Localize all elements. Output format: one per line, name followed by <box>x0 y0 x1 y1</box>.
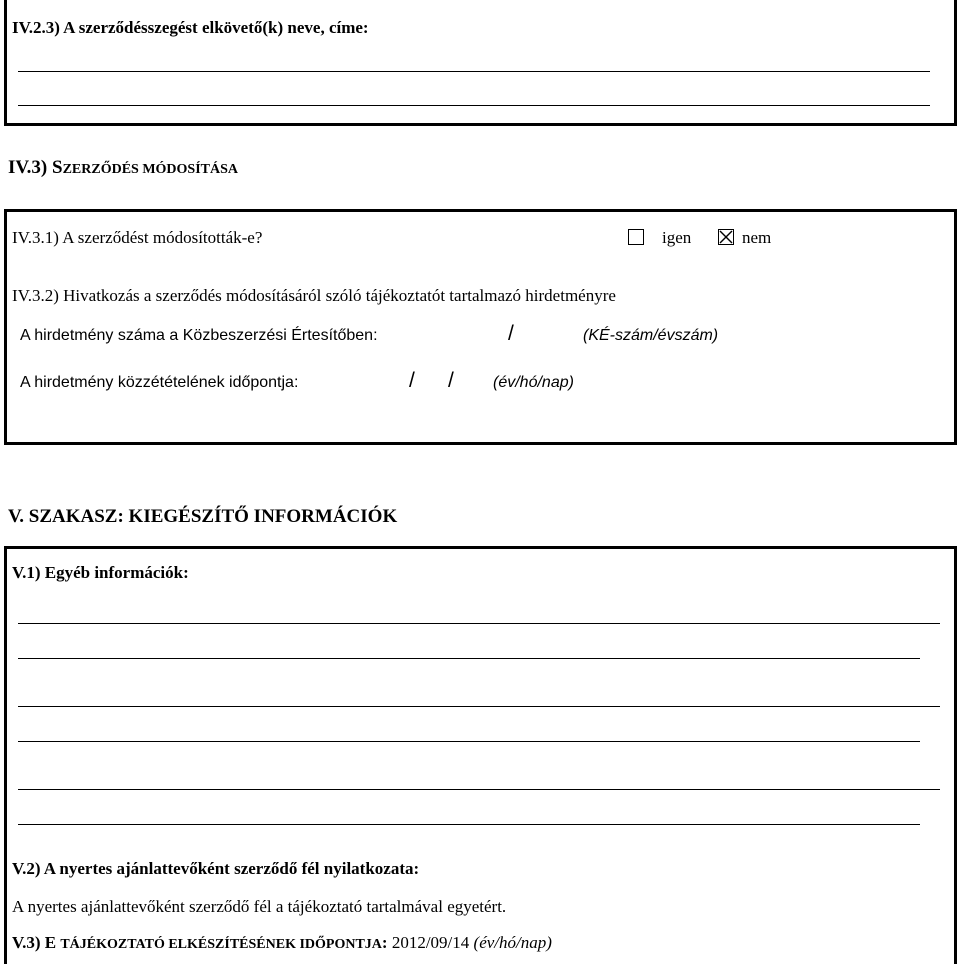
info-line-4[interactable] <box>18 741 920 742</box>
publication-date-hint: (év/hó/nap) <box>493 374 574 391</box>
v3-prefix: V.3) E <box>12 933 61 952</box>
heading-rest: ZERZŐDÉS MÓDOSÍTÁSA <box>62 162 239 177</box>
notice-number-separator: / <box>508 322 514 345</box>
checkbox-nem[interactable] <box>718 229 734 245</box>
section-v-3-line <box>12 933 552 955</box>
info-line-1[interactable] <box>18 623 940 624</box>
option-igen-label: igen <box>662 228 692 247</box>
section-iv-2-3-title: IV.2.3) A szerződésszegést elkövető(k) neve, címe: <box>12 18 369 37</box>
question-iv-3-1: IV.3.1) A szerződést módosították-e? <box>12 228 263 247</box>
question-iv-3-2: IV.3.2) Hivatkozás a szerződés módosításáról szóló tájékoztatót tartalmazó hirdetményre <box>12 286 616 305</box>
info-line-6[interactable] <box>18 824 920 825</box>
info-line-5[interactable] <box>18 789 940 790</box>
info-line-2[interactable] <box>18 658 920 659</box>
v3-colon: : <box>381 933 388 952</box>
section-v-1-title: V.1) Egyéb információk: <box>12 563 189 582</box>
notice-number-hint: (KÉ-szám/évszám) <box>583 327 719 344</box>
section-v-2-text: A nyertes ajánlattevőként szerződő fél a tájékoztató tartalmával egyetért. <box>12 897 507 916</box>
publication-date-separator-2: / <box>448 369 454 392</box>
v3-label: TÁJÉKOZTATÓ ELKÉSZÍTÉSÉNEK IDŐPONTJA <box>60 937 382 952</box>
section-iv-3-heading <box>8 158 238 180</box>
checkbox-igen[interactable] <box>628 229 644 245</box>
section-v-heading: V. SZAKASZ: KIEGÉSZÍTŐ INFORMÁCIÓK <box>8 506 398 527</box>
option-nem-label: nem <box>742 228 772 247</box>
notice-number-label: A hirdetmény száma a Közbeszerzési Értesítőben: <box>20 327 378 344</box>
v3-date-hint: (év/hó/nap) <box>473 933 552 952</box>
answer-line-2[interactable] <box>18 105 930 106</box>
publication-date-label: A hirdetmény közzétételének időpontja: <box>20 374 299 391</box>
heading-initial: S <box>52 157 63 178</box>
section-v-2-title: V.2) A nyertes ajánlattevőként szerződő fél nyilatkozata: <box>12 859 420 878</box>
v3-date: 2012/09/14 <box>391 933 470 952</box>
publication-date-separator-1: / <box>409 369 415 392</box>
info-line-3[interactable] <box>18 706 940 707</box>
check-x-icon <box>718 229 734 245</box>
heading-prefix: IV.3) <box>8 157 52 178</box>
answer-line-1[interactable] <box>18 71 930 72</box>
